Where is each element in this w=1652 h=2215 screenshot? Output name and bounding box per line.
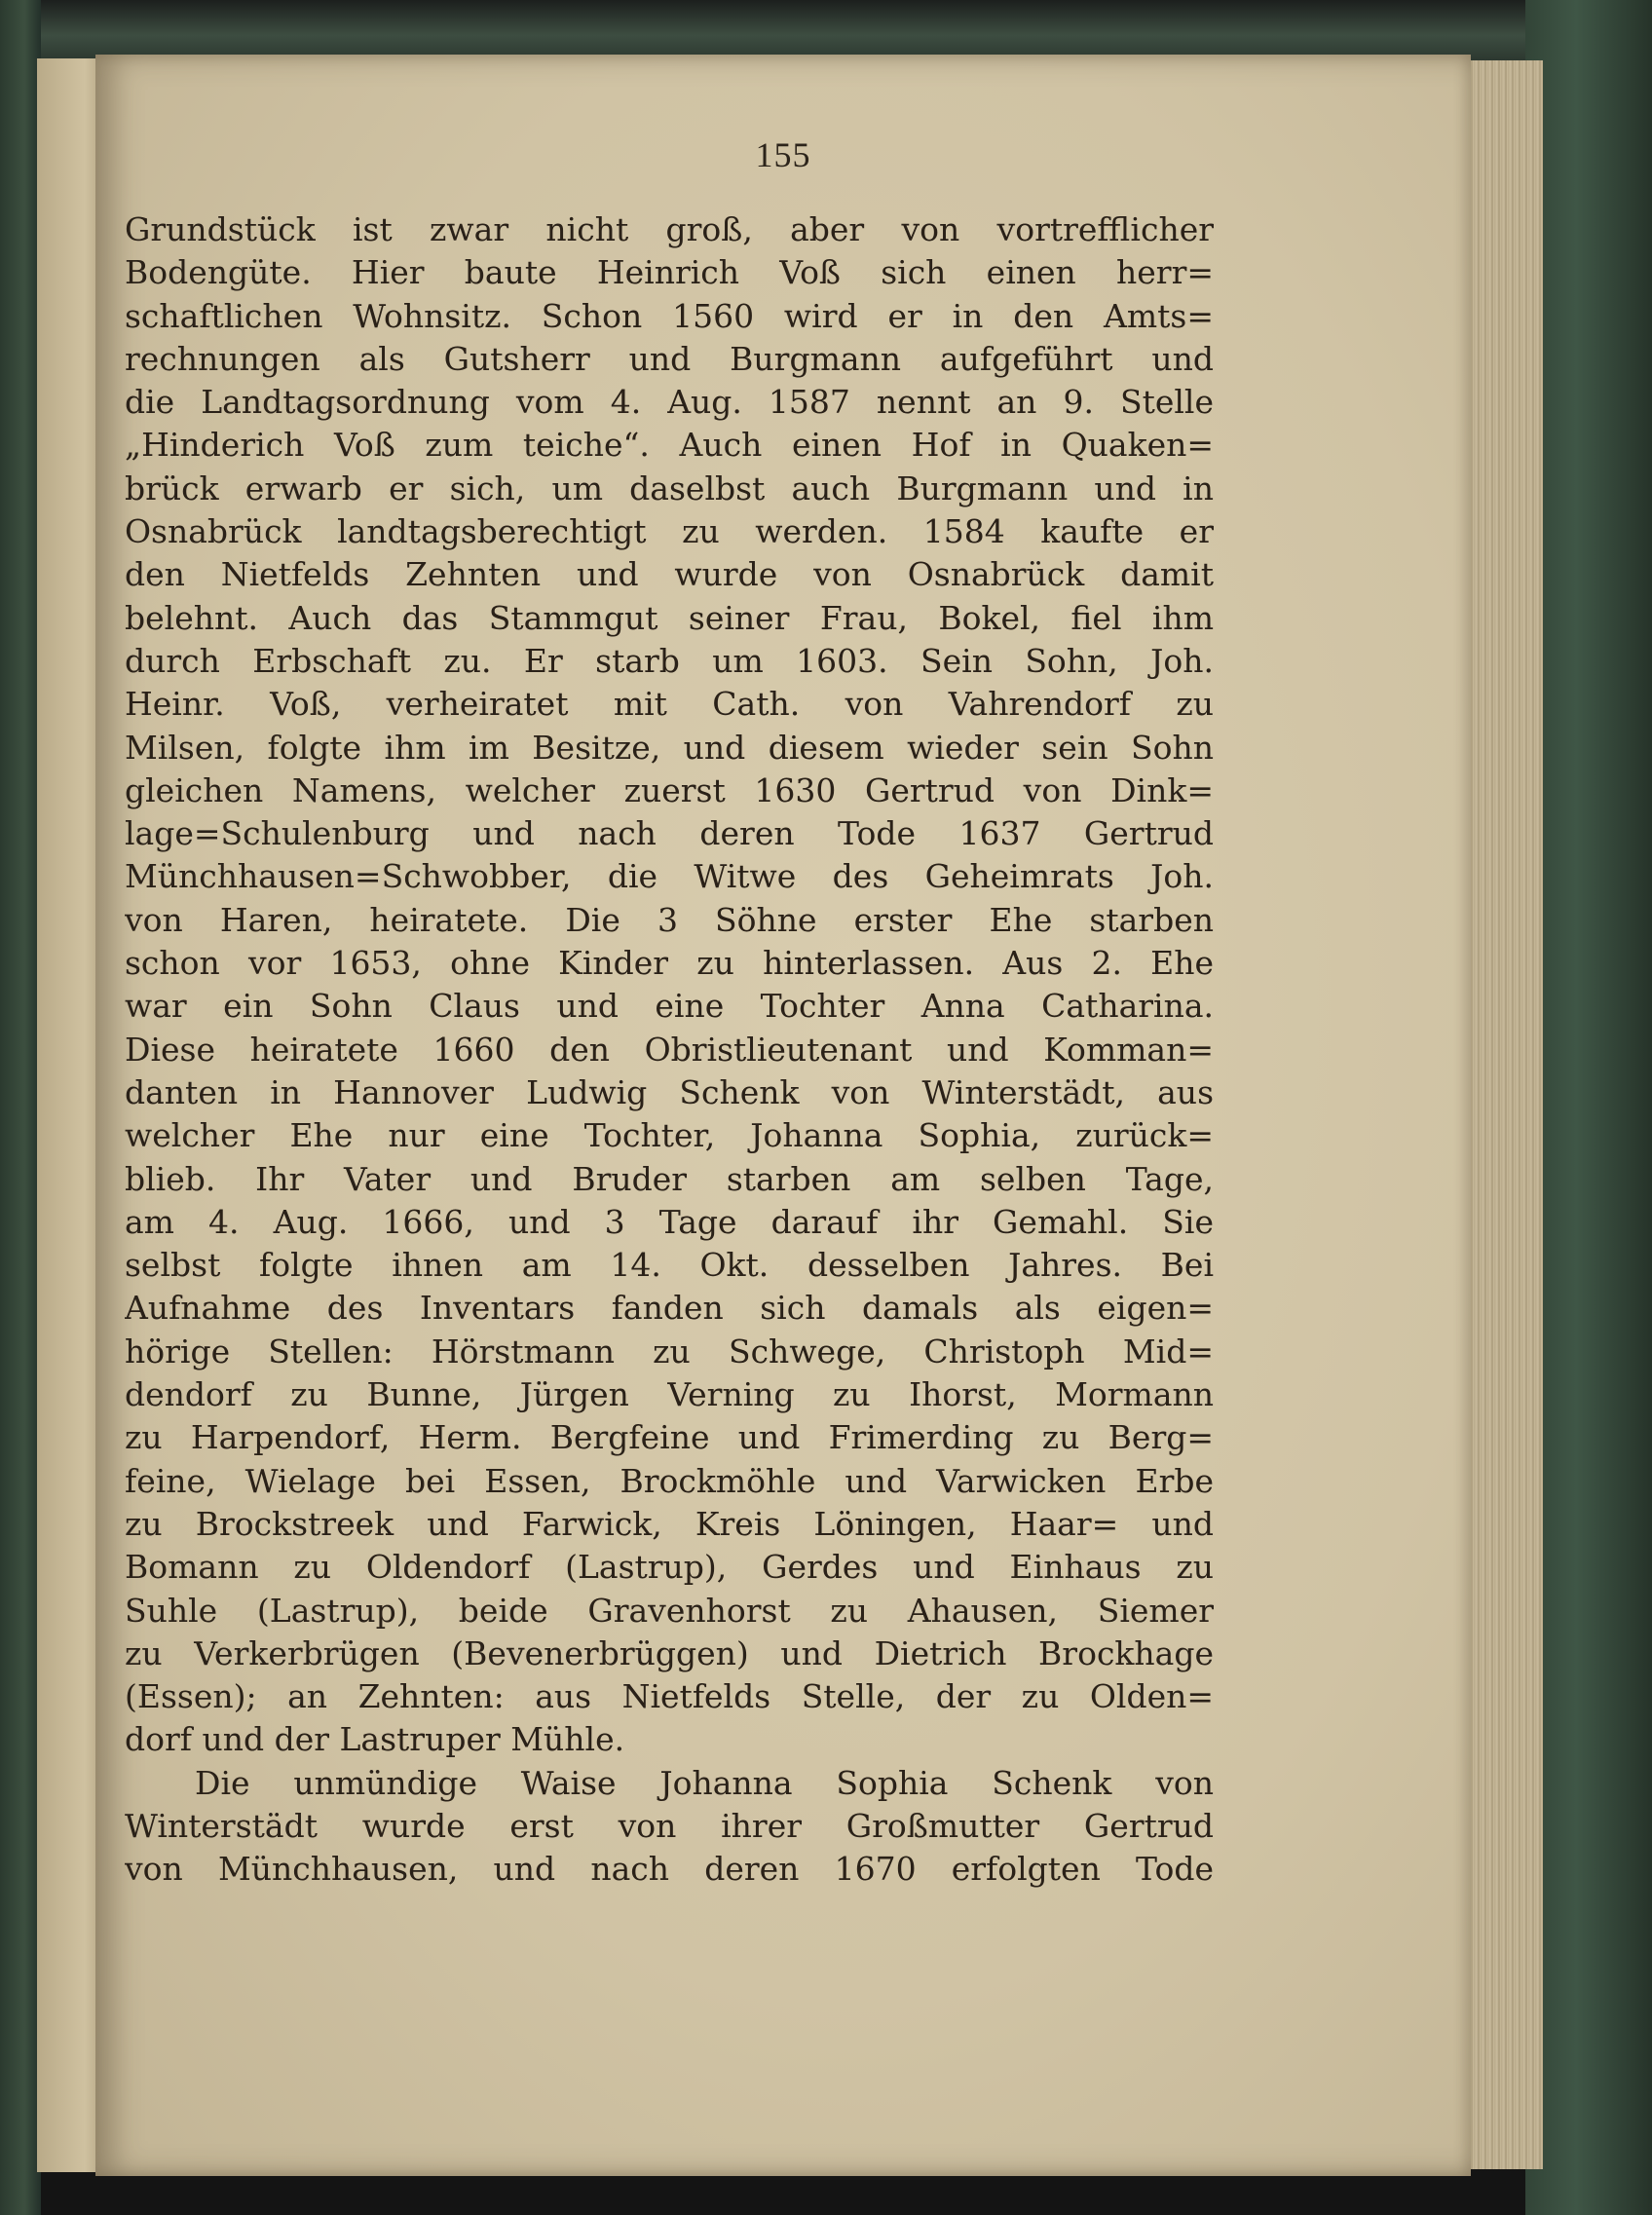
text-line: zu Brockstreek und Farwick, Kreis Löningen, Haar= und — [125, 1504, 1214, 1543]
text-line: Milsen, folgte ihm im Besitze, und diesem wieder sein Sohn — [125, 728, 1214, 767]
text-line: am 4. Aug. 1666, und 3 Tage darauf ihr Gemahl. Sie — [125, 1202, 1214, 1241]
text-line: welcher Ehe nur eine Tochter, Johanna Sophia, zurück= — [125, 1116, 1214, 1155]
text-line: blieb. Ihr Vater und Bruder starben am selben Tage, — [125, 1159, 1214, 1198]
text-line: Grundstück ist zwar nicht groß, aber von vortrefflicher — [125, 210, 1214, 248]
text-line: den Nietfelds Zehnten und wurde von Osnabrück damit — [125, 555, 1214, 594]
text-line: brück erwarb er sich, um daselbst auch Burgmann und in — [125, 469, 1214, 507]
text-line: lage=Schulenburg und nach deren Tode 1637 Gertrud — [125, 814, 1214, 853]
text-line: Heinr. Voß, verheiratet mit Cath. von Vahrendorf zu — [125, 685, 1214, 724]
book-cover-right — [1525, 0, 1652, 2215]
body-text — [125, 208, 1214, 1892]
text-line: gleichen Namens, welcher zuerst 1630 Gertrud von Dink= — [125, 770, 1214, 809]
text-line: feine, Wielage bei Essen, Brockmöhle und Varwicken Erbe — [125, 1461, 1214, 1500]
text-line: von Haren, heiratete. Die 3 Söhne erster Ehe starben — [125, 900, 1214, 939]
text-line: Die unmündige Waise Johanna Sophia Schenk von — [195, 1763, 1214, 1802]
text-line: Suhle (Lastrup), beide Gravenhorst zu Ahausen, Siemer — [125, 1591, 1214, 1630]
text-line: „Hinderich Voß zum teiche“. Auch einen Hof in Quaken= — [125, 426, 1214, 465]
text-line: zu Harpendorf, Herm. Bergfeine und Frimerding zu Berg= — [125, 1418, 1214, 1457]
text-line: Diese heiratete 1660 den Obristlieutenant und Komman= — [125, 1030, 1214, 1069]
text-line: selbst folgte ihnen am 14. Okt. desselben Jahres. Bei — [125, 1246, 1214, 1285]
text-line: Bomann zu Oldendorf (Lastrup), Gerdes und Einhaus zu — [125, 1548, 1214, 1587]
text-line: rechnungen als Gutsherr und Burgmann aufgeführt und — [125, 339, 1214, 378]
text-line: danten in Hannover Ludwig Schenk von Winterstädt, aus — [125, 1072, 1214, 1111]
text-line: Münchhausen=Schwobber, die Witwe des Geheimrats Joh. — [125, 857, 1214, 896]
text-line: dendorf zu Bunne, Jürgen Verning zu Ihorst, Mormann — [125, 1375, 1214, 1414]
page-block-edge — [1467, 60, 1543, 2169]
text-line: schaftlichen Wohnsitz. Schon 1560 wird er in den Amts= — [125, 296, 1214, 335]
text-line: hörige Stellen: Hörstmann zu Schwege, Christoph Mid= — [125, 1332, 1214, 1370]
book-cover-left — [0, 0, 41, 2215]
text-line: die Landtagsordnung vom 4. Aug. 1587 nennt an 9. Stelle — [125, 383, 1214, 422]
text-line: war ein Sohn Claus und eine Tochter Anna Catharina. — [125, 987, 1214, 1026]
text-line: von Münchhausen, und nach deren 1670 erfolgten Tode — [125, 1850, 1214, 1889]
text-line: durch Erbschaft zu. Er starb um 1603. Sein Sohn, Joh. — [125, 641, 1214, 680]
text-line: zu Verkerbrügen (Bevenerbrüggen) und Dietrich Brockhage — [125, 1633, 1214, 1672]
text-line: Osnabrück landtagsberechtigt zu werden. 1584 kaufte er — [125, 512, 1214, 551]
text-line: dorf und der Lastruper Mühle. — [125, 1720, 625, 1759]
text-line: (Essen); an Zehnten: aus Nietfelds Stelle, der zu Olden= — [125, 1677, 1214, 1716]
text-line: Bodengüte. Hier baute Heinrich Voß sich einen herr= — [125, 253, 1214, 292]
book-page — [95, 55, 1471, 2176]
text-line: Aufnahme des Inventars fanden sich damals als eigen= — [125, 1289, 1214, 1328]
text-line: Winterstädt wurde erst von ihrer Großmutter Gertrud — [125, 1806, 1214, 1845]
text-line: belehnt. Auch das Stammgut seiner Frau, Bokel, fiel ihm — [125, 598, 1214, 637]
page-number: 155 — [755, 135, 811, 174]
text-line: schon vor 1653, ohne Kinder zu hinterlassen. Aus 2. Ehe — [125, 944, 1214, 983]
